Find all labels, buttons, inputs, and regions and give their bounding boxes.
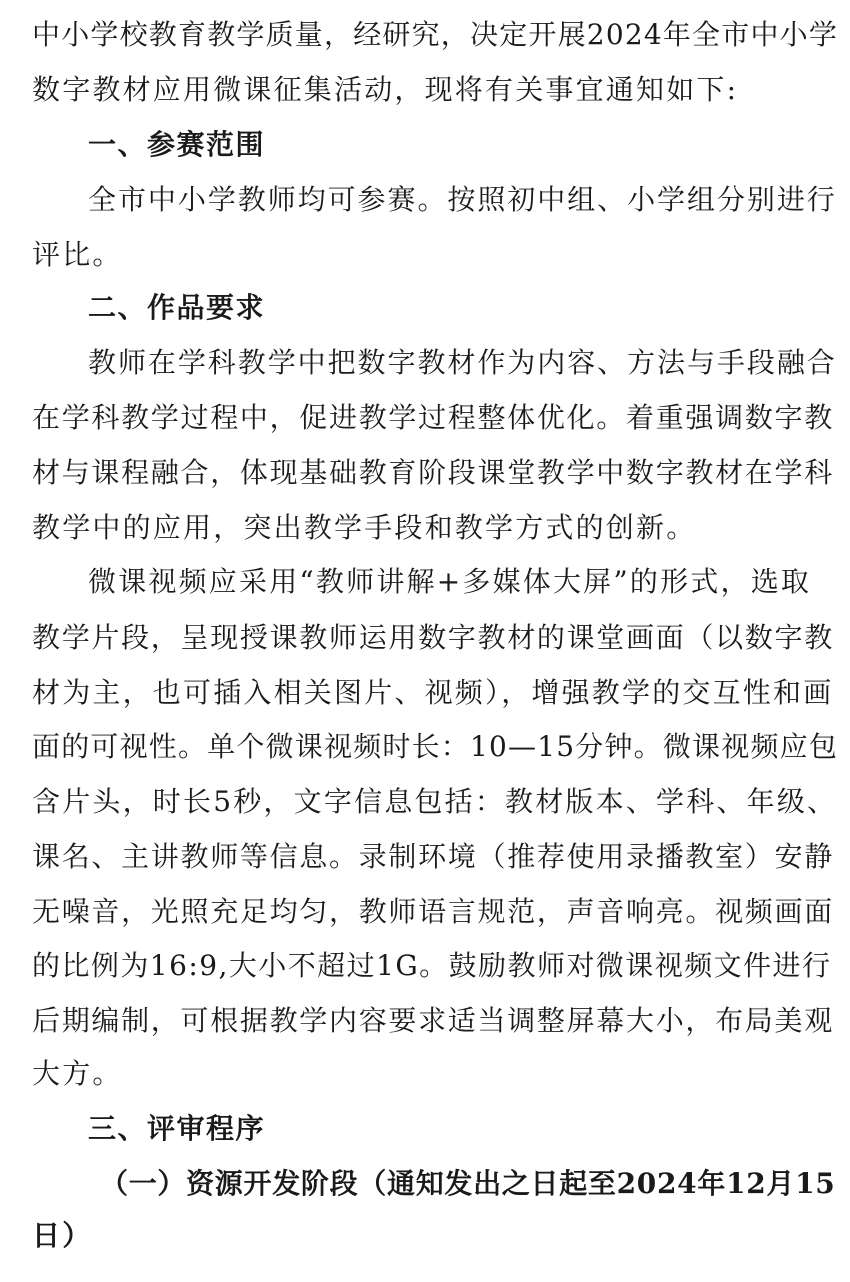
paragraph-line: 大方。 — [32, 1057, 123, 1090]
section-heading-scope: 一、参赛范围 — [88, 128, 266, 161]
paragraph-line: 后期编制，可根据教学内容要求适当调整屏幕大小，布局美观 — [32, 1004, 834, 1037]
paragraph-line: 全市中小学教师均可参赛。按照初中组、小学组分别进行 — [88, 183, 837, 216]
paragraph-line: 材为主，也可插入相关图片、视频），增强教学的交互性和画 — [32, 676, 834, 709]
paragraph-line: 微课视频应采用“教师讲解+多媒体大屏”的形式，选取 — [88, 565, 812, 598]
paragraph-line: 面的可视性。单个微课视频时长：10—15分钟。微课视频应包 — [32, 730, 839, 763]
paragraph-line: 无噪音，光照充足均匀，教师语言规范，声音响亮。视频画面 — [32, 895, 834, 928]
paragraph-line: 含片头，时长5秒，文字信息包括：教材版本、学科、年级、 — [32, 785, 838, 818]
paragraph-line: 评比。 — [32, 238, 123, 271]
paragraph-line: 数字教材应用微课征集活动，现将有关事宜通知如下: — [32, 73, 739, 106]
paragraph-line: 中小学校教育教学质量，经研究，决定开展2024年全市中小学 — [32, 18, 839, 51]
paragraph-line: 在学科教学过程中，促进教学过程整体优化。着重强调数字教 — [32, 401, 834, 434]
paragraph-line: 课名、主讲教师等信息。录制环境（推荐使用录播教室）安静 — [32, 840, 834, 873]
section-heading-requirements: 二、作品要求 — [88, 291, 266, 324]
subsection-heading-continuation: 日） — [32, 1219, 93, 1252]
paragraph-line: 的比例为16:9,大小不超过1G。鼓励教师对微课视频文件进行 — [32, 949, 832, 982]
subsection-heading-development: （一）资源开发阶段（通知发出之日起至2024年12月15 — [100, 1167, 836, 1200]
section-heading-review: 三、评审程序 — [88, 1112, 266, 1145]
paragraph-line: 教学中的应用，突出教学手段和教学方式的创新。 — [32, 511, 697, 544]
paragraph-line: 教师在学科教学中把数字教材作为内容、方法与手段融合 — [88, 346, 837, 379]
paragraph-line: 材与课程融合，体现基础教育阶段课堂教学中数字教材在学科 — [32, 456, 834, 489]
paragraph-line: 教学片段，呈现授课教师运用数字教材的课堂画面（以数字教 — [32, 621, 834, 654]
